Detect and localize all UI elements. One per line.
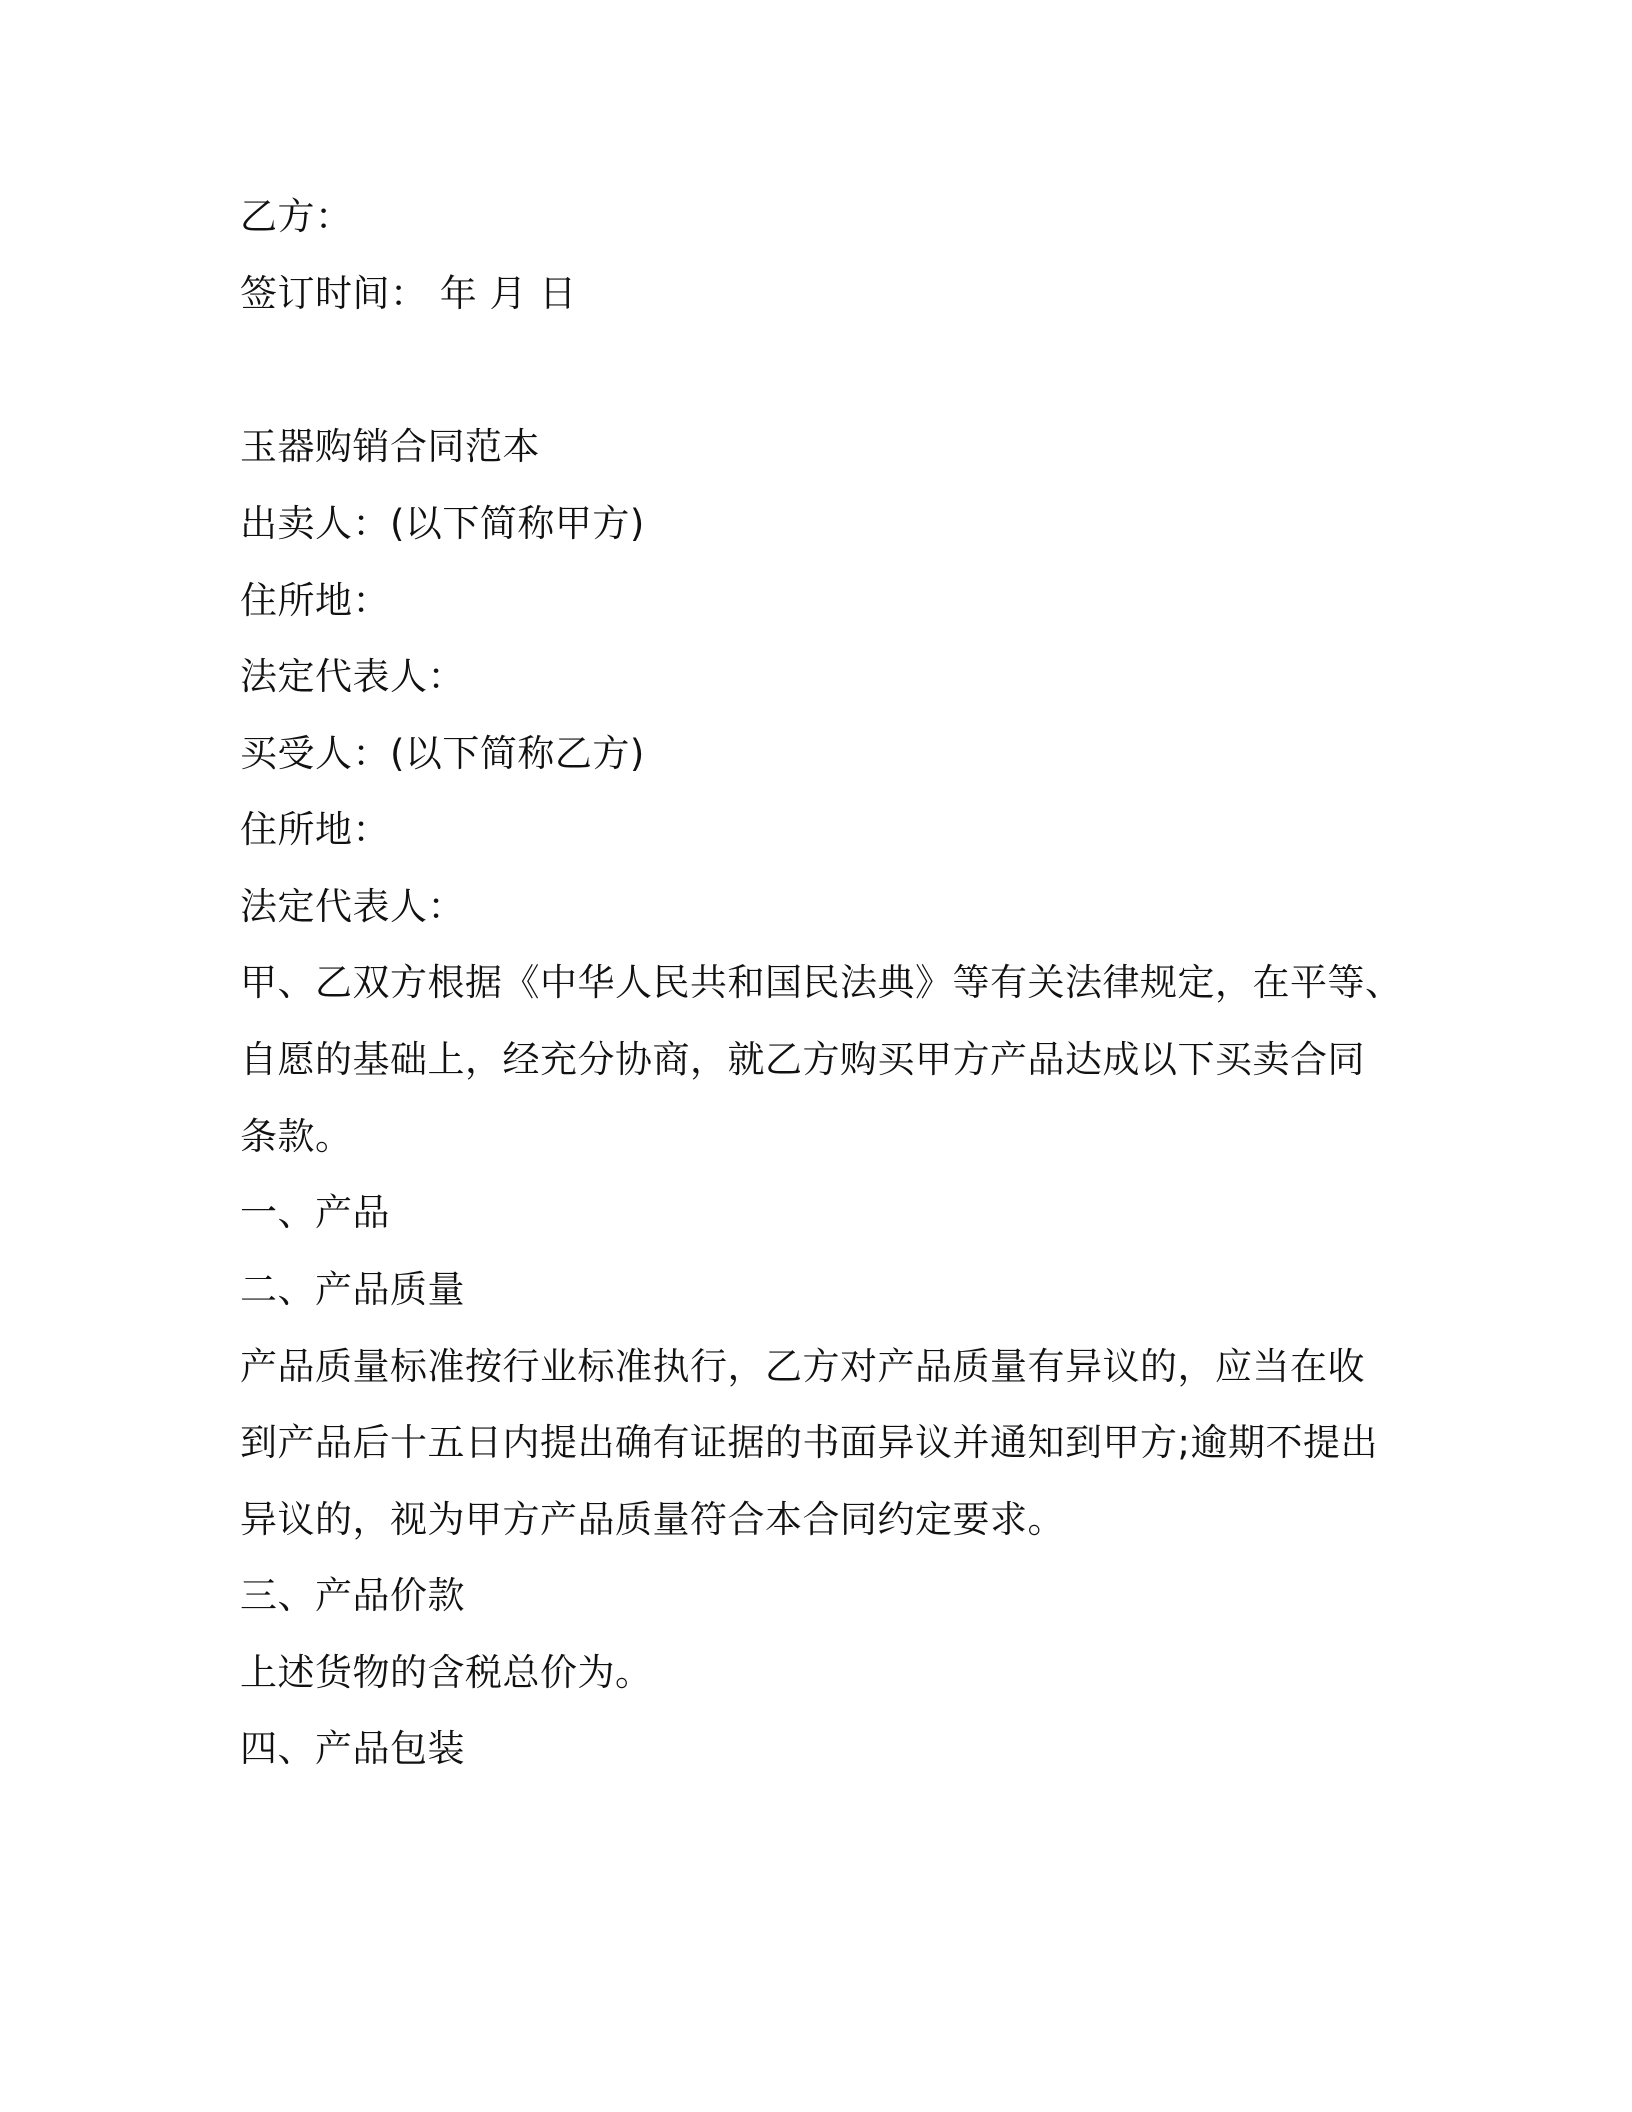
seller-line: 出卖人：(以下简称甲方) xyxy=(240,502,645,545)
seller-address-line: 住所地： xyxy=(240,579,390,622)
preamble-line-3: 条款。 xyxy=(240,1115,353,1158)
price-line: 上述货物的含税总价为。 xyxy=(240,1651,653,1694)
quality-line-1: 产品质量标准按行业标准执行，乙方对产品质量有异议的，应当在收 xyxy=(240,1345,1365,1388)
seller-representative-line: 法定代表人： xyxy=(240,655,465,698)
buyer-representative-line: 法定代表人： xyxy=(240,885,465,928)
contract-title: 玉器购销合同范本 xyxy=(240,425,540,468)
section-4-heading: 四、产品包装 xyxy=(240,1727,465,1770)
quality-line-2: 到产品后十五日内提出确有证据的书面异议并通知到甲方;逾期不提出 xyxy=(240,1421,1378,1464)
signing-date-line: 签订时间： 年 月 日 xyxy=(240,272,577,315)
section-3-heading: 三、产品价款 xyxy=(240,1574,465,1617)
preamble-line-1: 甲、乙双方根据《中华人民共和国民法典》等有关法律规定，在平等、 xyxy=(240,961,1403,1004)
party-b-label: 乙方： xyxy=(240,195,353,238)
buyer-line: 买受人：(以下简称乙方) xyxy=(240,732,645,775)
section-2-heading: 二、产品质量 xyxy=(240,1268,465,1311)
quality-line-3: 异议的，视为甲方产品质量符合本合同约定要求。 xyxy=(240,1498,1065,1541)
preamble-line-2: 自愿的基础上，经充分协商，就乙方购买甲方产品达成以下买卖合同 xyxy=(240,1038,1365,1081)
section-1-heading: 一、产品 xyxy=(240,1191,390,1234)
buyer-address-line: 住所地： xyxy=(240,808,390,851)
